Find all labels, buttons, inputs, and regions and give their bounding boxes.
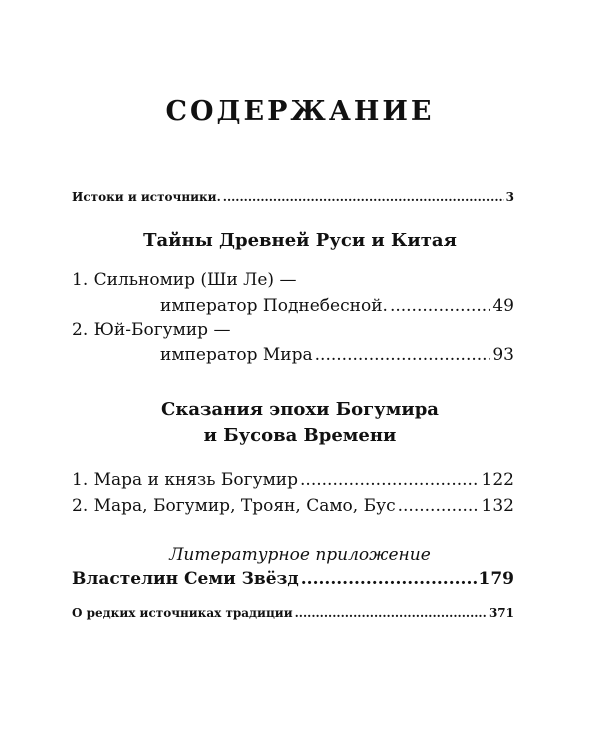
section-heading-1: Тайны Древней Руси и Китая <box>143 230 457 251</box>
toc-entry-label: О редких источниках традиции <box>72 606 293 620</box>
appendix-note: Литературное приложение <box>169 545 431 565</box>
leader-dots <box>223 190 504 204</box>
toc-page-number: 371 <box>488 606 514 620</box>
toc-entry-label: Властелин Семи Звёзд <box>72 569 299 589</box>
toc-entry-4[interactable] <box>72 496 514 516</box>
leader-dots <box>301 569 477 589</box>
leader-dots <box>398 496 480 516</box>
toc-entry-label: Истоки и источники. <box>72 190 221 204</box>
toc-entry-label: император Мира <box>160 345 313 365</box>
leader-dots <box>300 470 480 490</box>
toc-entry-label: император Поднебесной. <box>160 296 388 316</box>
toc-page-number: 179 <box>478 569 514 589</box>
toc-page-number: 93 <box>492 345 514 365</box>
toc-page-number: 49 <box>492 296 514 316</box>
toc-entry-label: 2. Мара, Богумир, Троян, Само, Бус <box>72 496 396 516</box>
toc-entry-3[interactable] <box>72 470 514 490</box>
toc-entry-label: 1. Мара и князь Богумир <box>72 470 299 490</box>
toc-page-number: 3 <box>505 190 514 204</box>
toc-entry-appendix[interactable] <box>72 569 514 589</box>
toc-entry-1[interactable] <box>160 296 514 316</box>
toc-entry-1-line1[interactable]: 1. Сильномир (Ши Ле) — <box>72 270 297 290</box>
page-title: СОДЕРЖАНИЕ <box>165 96 435 127</box>
toc-entry-rare-sources[interactable] <box>72 606 514 620</box>
leader-dots <box>390 296 490 316</box>
section-heading-2: Сказания эпохи Богумира и Бусова Времени <box>161 399 439 446</box>
leader-dots <box>315 345 491 365</box>
toc-entry-intro[interactable] <box>72 190 514 204</box>
toc-page-number: 132 <box>481 496 514 516</box>
toc-entry-2-line1[interactable]: 2. Юй-Богумир — <box>72 320 231 340</box>
toc-entry-2[interactable] <box>160 345 514 365</box>
leader-dots <box>295 606 487 620</box>
toc-page-number: 122 <box>481 470 514 490</box>
